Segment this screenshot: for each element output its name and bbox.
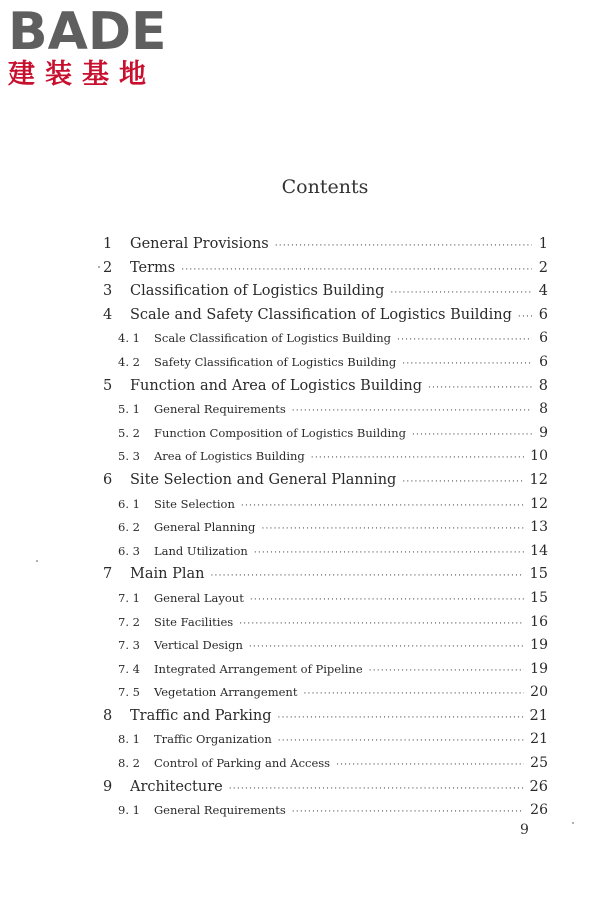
toc-entry-number: 1 xyxy=(103,236,113,252)
toc-entry-title: Main Plan xyxy=(130,566,205,583)
toc-entry-page: 6 xyxy=(539,353,548,370)
toc-entry-title: Safety Classification of Logistics Building xyxy=(154,354,397,369)
toc-entry-number: 9 xyxy=(103,778,113,795)
toc-entry-title: Classification of Logistics Building xyxy=(130,283,385,300)
toc-entry-number: 4. 2 xyxy=(118,354,140,369)
dot-leader xyxy=(397,335,532,345)
dot-leader xyxy=(241,501,524,511)
logo-chinese-text: 建装基地 xyxy=(8,59,156,90)
toc-section-entry[interactable] xyxy=(100,802,548,826)
toc-entry-number: 5. 1 xyxy=(118,402,140,417)
toc-entry-title: Vertical Design xyxy=(154,638,243,653)
dot-leader xyxy=(239,619,524,629)
toc-entry-page: 1 xyxy=(538,236,548,252)
dot-leader xyxy=(261,524,524,534)
toc-section-entry[interactable] xyxy=(100,590,548,614)
toc-entry-number: 7. 3 xyxy=(118,638,140,653)
toc-entry-number: 7. 4 xyxy=(118,661,140,676)
toc-chapter-entry[interactable] xyxy=(100,283,548,307)
toc-chapter-entry[interactable] xyxy=(100,472,548,496)
toc-entry-number: 6. 2 xyxy=(118,520,140,535)
toc-entry-page: 16 xyxy=(530,613,548,630)
toc-entry-title: Site Facilities xyxy=(154,614,234,629)
toc-entry-number: 6 xyxy=(103,471,113,488)
page-title: Contents xyxy=(281,176,369,198)
toc-entry-page: 12 xyxy=(529,471,548,488)
dot-leader xyxy=(390,288,532,298)
toc-entry-title: Scale Classification of Logistics Building xyxy=(154,331,392,346)
dot-leader xyxy=(278,713,524,723)
toc-entry-page: 8 xyxy=(538,377,548,394)
scan-speck xyxy=(98,266,100,268)
toc-section-entry[interactable] xyxy=(100,425,548,449)
toc-entry-number: 8 xyxy=(103,707,113,724)
toc-entry-page: 19 xyxy=(530,660,548,677)
toc-entry-page: 4 xyxy=(538,283,548,300)
toc-section-entry[interactable] xyxy=(100,401,548,425)
toc-entry-page: 2 xyxy=(538,259,548,276)
toc-entry-number: 7. 5 xyxy=(118,685,140,700)
toc-entry-title: Integrated Arrangement of Pipeline xyxy=(154,661,363,676)
toc-chapter-entry[interactable] xyxy=(100,260,548,284)
toc-section-entry[interactable] xyxy=(100,448,548,472)
toc-entry-title: Traffic Organization xyxy=(154,732,272,747)
toc-chapter-entry[interactable] xyxy=(100,236,548,260)
toc-entry-page: 6 xyxy=(538,306,548,323)
toc-entry-number: 7 xyxy=(103,566,113,583)
toc-section-entry[interactable] xyxy=(100,496,548,520)
toc-chapter-entry[interactable] xyxy=(100,779,548,803)
dot-leader xyxy=(303,689,524,699)
dot-leader xyxy=(292,807,524,817)
dot-leader xyxy=(369,666,525,676)
dot-leader xyxy=(292,406,532,416)
toc-entry-number: 5. 3 xyxy=(118,449,140,464)
toc-entry-number: 7. 1 xyxy=(118,590,140,605)
toc-chapter-entry[interactable] xyxy=(100,378,548,402)
toc-entry-title: General Planning xyxy=(154,520,256,535)
toc-section-entry[interactable] xyxy=(100,519,548,543)
toc-entry-title: Function and Area of Logistics Building xyxy=(130,377,422,394)
toc-entry-title: Area of Logistics Building xyxy=(154,449,305,464)
toc-entry-page: 10 xyxy=(530,448,548,465)
dot-leader xyxy=(336,760,524,770)
toc-chapter-entry[interactable] xyxy=(100,566,548,590)
toc-entry-number: 4. 1 xyxy=(118,331,140,346)
toc-entry-number: 4 xyxy=(103,306,113,323)
toc-entry-title: Scale and Safety Classification of Logistics Building xyxy=(130,306,512,323)
toc-entry-number: 5 xyxy=(103,377,113,394)
toc-entry-number: 6. 3 xyxy=(118,543,140,558)
toc-entry-number: 2 xyxy=(103,259,113,276)
toc-section-entry[interactable] xyxy=(100,684,548,708)
toc-entry-number: 8. 2 xyxy=(118,756,140,771)
dot-leader xyxy=(402,359,532,369)
toc-entry-number: 8. 1 xyxy=(118,732,140,747)
dot-leader xyxy=(210,571,523,581)
dot-leader xyxy=(249,642,524,652)
dot-leader xyxy=(402,477,523,487)
page-number: 9 xyxy=(520,822,529,838)
toc-entry-number: 5. 2 xyxy=(118,425,140,440)
toc-entry-title: Vegetation Arrangement xyxy=(154,685,298,700)
toc-section-entry[interactable] xyxy=(100,661,548,685)
toc-section-entry[interactable] xyxy=(100,731,548,755)
toc-entry-page: 20 xyxy=(530,684,548,701)
dot-leader xyxy=(412,430,532,440)
table-of-contents xyxy=(100,236,548,826)
toc-entry-title: General Requirements xyxy=(154,402,286,417)
toc-entry-title: Land Utilization xyxy=(154,543,248,558)
toc-entry-title: Site Selection and General Planning xyxy=(130,471,397,488)
toc-entry-page: 12 xyxy=(530,495,548,512)
toc-entry-number: 6. 1 xyxy=(118,496,140,511)
dot-leader xyxy=(428,383,532,393)
toc-entry-page: 6 xyxy=(539,330,548,347)
toc-entry-page: 8 xyxy=(539,401,548,418)
toc-entry-page: 26 xyxy=(530,802,548,819)
toc-chapter-entry[interactable] xyxy=(100,708,548,732)
toc-entry-title: Terms xyxy=(130,259,176,276)
dot-leader xyxy=(181,265,532,275)
toc-entry-number: 3 xyxy=(103,283,113,300)
toc-entry-page: 13 xyxy=(530,519,548,536)
logo-wordmark: BADE xyxy=(8,2,167,62)
dot-leader xyxy=(278,736,524,746)
toc-entry-number: 9. 1 xyxy=(118,803,140,818)
dot-leader xyxy=(275,241,532,251)
toc-entry-title: Control of Parking and Access xyxy=(154,756,331,771)
scan-speck xyxy=(572,822,574,824)
toc-entry-title: Architecture xyxy=(130,778,223,795)
toc-section-entry[interactable] xyxy=(100,543,548,567)
toc-entry-page: 21 xyxy=(530,731,548,748)
toc-entry-page: 25 xyxy=(530,755,548,772)
toc-entry-title: Function Composition of Logistics Building xyxy=(154,425,406,440)
toc-entry-title: Traffic and Parking xyxy=(130,707,272,724)
dot-leader xyxy=(311,453,524,463)
dot-leader xyxy=(518,312,532,322)
toc-entry-page: 14 xyxy=(530,542,548,559)
toc-entry-title: General Layout xyxy=(154,590,244,605)
dot-leader xyxy=(250,595,524,605)
dot-leader xyxy=(254,548,524,558)
toc-entry-page: 26 xyxy=(529,778,548,795)
toc-entry-number: 7. 2 xyxy=(118,614,140,629)
toc-section-entry[interactable] xyxy=(100,614,548,638)
toc-section-entry[interactable] xyxy=(100,755,548,779)
toc-entry-page: 9 xyxy=(539,424,548,441)
toc-entry-title: General Provisions xyxy=(130,236,269,252)
toc-entry-title: Site Selection xyxy=(154,496,235,511)
toc-entry-page: 15 xyxy=(529,566,548,583)
toc-entry-page: 21 xyxy=(529,707,548,724)
toc-chapter-entry[interactable] xyxy=(100,307,548,331)
bade-logo xyxy=(8,2,167,90)
dot-leader xyxy=(229,784,524,794)
toc-entry-title: General Requirements xyxy=(154,803,286,818)
toc-section-entry[interactable] xyxy=(100,354,548,378)
scan-speck xyxy=(36,560,38,562)
toc-section-entry[interactable] xyxy=(100,330,548,354)
toc-section-entry[interactable] xyxy=(100,637,548,661)
toc-entry-page: 15 xyxy=(530,589,548,606)
toc-entry-page: 19 xyxy=(530,637,548,654)
